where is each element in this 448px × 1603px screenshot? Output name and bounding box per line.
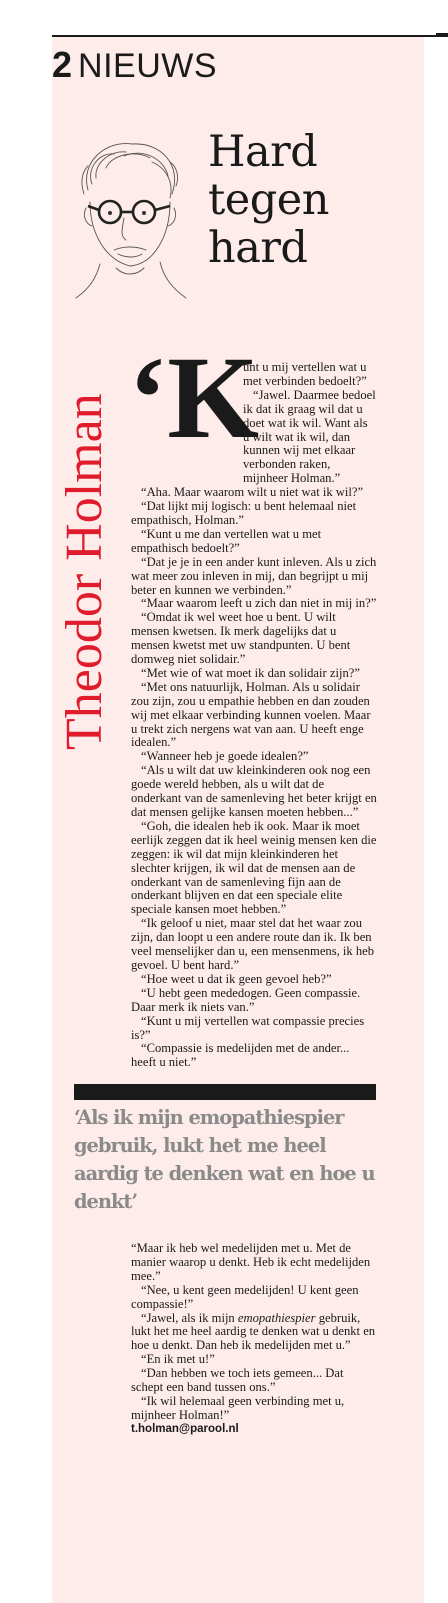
- article-paragraph: “Wanneer heb je goede idealen?”: [141, 749, 309, 764]
- article-paragraph: “Dat je je in een ander kunt inleven. Als u zich wat meer zou inleven in mij, dan begrijpt u mij beter en kunnen we verbinden.”: [131, 554, 377, 597]
- article-paragraph: “Kunt u mij vertellen wat compassie precies is?”: [131, 1013, 365, 1042]
- article-paragraph: “Ik wil helemaal geen verbinding met u, mijnheer Holman!”: [131, 1393, 345, 1422]
- page-number: 2: [52, 44, 73, 85]
- drop-cap: ‘K: [128, 332, 260, 463]
- article-paragraph: “Als u wilt dat uw kleinkinderen ook nog een goede wereld hebben, als u wilt dat de onderkant van de samenleving het beter krijgt en dat mensen gelijke kansen moeten hebben...”: [131, 763, 377, 819]
- title-line: Hard: [208, 127, 318, 177]
- title-line: tegen: [208, 175, 329, 225]
- author-email-link[interactable]: t.holman@parool.nl: [131, 1422, 239, 1435]
- article-paragraph: “Aha. Maar waarom wilt u niet wat ik wil?”: [141, 485, 364, 500]
- article-paragraph: “Goh, die idealen heb ik ook. Maar ik moet eerlijk zeggen dat ik heel weinig mensen ken die zeggen: ik wil dat mijn kleinkinderen het slechter krijgen, ik wil dat de mensen aan de onderkant van de samenleving fijn aan de onderkant blijven en dat een speciale elite speciale kansen moet hebben.”: [131, 818, 377, 917]
- article-paragraph: “En ik met u!”: [141, 1352, 215, 1367]
- article-paragraph: “Nee, u kent geen medelijden! U kent geen compassie!”: [131, 1282, 359, 1311]
- article-paragraph: [131, 389, 377, 486]
- article-paragraph: “Compassie is medelijden met de ander... heeft u niet.”: [131, 1041, 350, 1070]
- article-paragraph: “Omdat ik wel weet hoe u bent. U wilt mensen kwetsen. Ik merk dagelijks dat u mensen kwetst met uw standpunten. U bent domweg niet solidair.”: [131, 610, 351, 667]
- pullquote-bar: [74, 1084, 376, 1100]
- emphasis-text: emopathiespier: [237, 1310, 316, 1325]
- paragraph-text: gebruik, lukt het me heel aardig te denken wat u denkt en hoe u denkt. Dan heb ik medelijden met u.”: [131, 1310, 376, 1353]
- section-title: NIEUWS: [78, 47, 218, 85]
- article-body: [131, 361, 377, 1070]
- article-paragraph: “Kunt u me dan vertellen wat u met empathisch bedoelt?”: [131, 526, 322, 555]
- article-paragraph: [131, 1312, 377, 1354]
- paragraph-wrap-text: “Jawel. Daarmee bedoel ik dat ik graag wil dat u doet wat ik wil. Want als u wilt wat ik wil, dan kunnen wij met elkaar verbonden raken, mijnheer Holman.”: [243, 387, 376, 486]
- author-byline: Theodor Holman: [56, 393, 113, 750]
- article-paragraph: “Maar waarom leeft u zich dan niet in mij in?”: [141, 596, 377, 611]
- article-paragraph: “Met ons natuurlijk, Holman. Als u solidair zou zijn, zou u empathie hebben en dan zouden wij met elkaar verbinding kunnen voelen. Maar u trekt zich nergens wat van aan. U heeft enge idealen.”: [131, 679, 371, 750]
- article-paragraph: “Maar ik heb wel medelijden met u. Met de manier waarop u denkt. Heb ik echt medelijden mee.”: [131, 1241, 371, 1283]
- article-paragraph: “Dat lijkt mij logisch: u bent helemaal niet empathisch, Holman.”: [131, 499, 357, 527]
- article-paragraph: unt u mij vertellen wat u met verbinden bedoelt?”: [243, 360, 367, 388]
- page-header: [52, 44, 217, 88]
- article-continuation: [131, 1242, 377, 1437]
- paragraph-text: “Jawel, als ik mijn: [141, 1310, 238, 1325]
- article-paragraph: “Hoe weet u dat ik geen gevoel heb?”: [141, 971, 332, 986]
- article-paragraph: “Met wie of wat moet ik dan solidair zijn?”: [141, 665, 360, 680]
- article-paragraph: “Ik geloof u niet, maar stel dat het waar zou zijn, dan loopt u een andere route dan ik. Ik ben veel menselijker dan u, een mensenmens, ik heb gevoel. U bent hard.”: [131, 916, 375, 972]
- column-title: [208, 128, 408, 272]
- page-margin: [424, 37, 448, 1603]
- article-paragraph: “U hebt geen mededogen. Geen compassie. Daar merk ik niets van.”: [131, 985, 361, 1014]
- pull-quote: ‘Als ik mijn emopathiespier gebruik, lukt het me heel aardig te denken wat en hoe u denkt’: [74, 1106, 375, 1213]
- article-paragraph: “Dan hebben we toch iets gemeen... Dat schept een band tussen ons.”: [131, 1366, 344, 1395]
- author-portrait: [66, 132, 192, 300]
- title-line: hard: [208, 223, 308, 273]
